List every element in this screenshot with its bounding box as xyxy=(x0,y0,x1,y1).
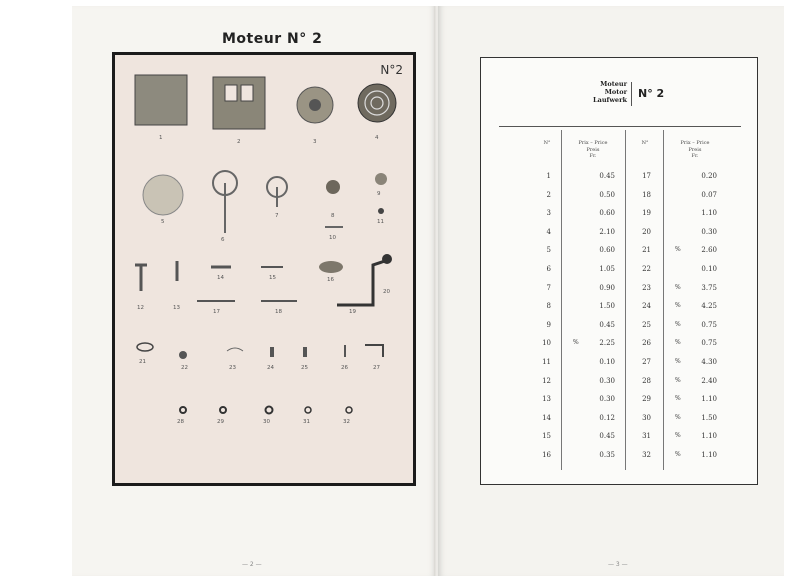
row-number: 18 xyxy=(642,190,651,199)
row-mark: % xyxy=(675,376,681,384)
row-price: 0.30 xyxy=(599,376,615,385)
row-price: 0.75 xyxy=(701,320,717,329)
row-number: 7 xyxy=(546,283,551,292)
part-label: 19 xyxy=(349,309,356,315)
row-price: 2.40 xyxy=(701,376,717,385)
row-number: 28 xyxy=(642,376,651,385)
title-german: Laufwerk xyxy=(593,96,627,104)
row-number: 4 xyxy=(546,227,551,236)
row-price: 0.45 xyxy=(599,172,615,180)
row-price: 0.45 xyxy=(599,432,615,441)
part-22-clip xyxy=(179,351,187,359)
row-number: 15 xyxy=(542,432,551,441)
row-price: 0.30 xyxy=(701,227,717,236)
row-number: 12 xyxy=(542,376,551,385)
parts-photo xyxy=(112,52,416,486)
part-28-washer xyxy=(180,407,186,413)
row-number: 2 xyxy=(546,190,551,199)
part-label: 27 xyxy=(373,365,380,371)
row-number: 3 xyxy=(546,209,551,218)
header-no-left: N° xyxy=(543,140,551,146)
row-mark: % xyxy=(675,283,681,291)
row-price: 0.07 xyxy=(701,190,717,199)
photo-number: N°2 xyxy=(380,63,403,77)
row-number: 23 xyxy=(642,283,651,292)
row-price: 0.10 xyxy=(599,358,615,366)
part-label: 13 xyxy=(173,305,180,311)
row-price: 1.10 xyxy=(701,395,717,404)
part-label: 24 xyxy=(267,365,274,371)
header-price-right: Prix – Price Preis Fr. xyxy=(680,140,710,159)
row-number: 26 xyxy=(642,339,651,348)
part-21-eyelet xyxy=(137,343,153,351)
part-4-spring xyxy=(358,84,396,122)
catalog-spread xyxy=(8,6,792,576)
row-number: 17 xyxy=(642,172,651,180)
page-title: Moteur N° 2 xyxy=(222,31,323,47)
part-label: 21 xyxy=(139,359,146,365)
part-label: 16 xyxy=(327,277,334,283)
row-price: 4.25 xyxy=(701,302,717,311)
row-price: 0.50 xyxy=(599,190,615,199)
row-number: 10 xyxy=(542,339,551,348)
part-label: 18 xyxy=(275,309,282,315)
left-page xyxy=(72,6,436,576)
part-label: 22 xyxy=(181,365,188,371)
part-label: 4 xyxy=(375,135,379,141)
row-price: 0.30 xyxy=(599,395,615,404)
row-number: 31 xyxy=(642,432,651,441)
row-mark: % xyxy=(675,413,681,421)
right-page xyxy=(438,6,784,576)
row-price: 1.10 xyxy=(701,432,717,441)
row-number: 9 xyxy=(546,320,551,329)
part-label: 30 xyxy=(263,419,270,425)
title-number: N° 2 xyxy=(638,87,665,100)
part-30-washer xyxy=(266,407,273,414)
part-16-bracket xyxy=(319,261,343,273)
row-number: 6 xyxy=(546,265,551,273)
row-mark: % xyxy=(675,395,681,403)
header-rule xyxy=(499,126,741,127)
row-price: 2.60 xyxy=(701,246,717,255)
part-label: 11 xyxy=(377,219,384,225)
row-price: 0.35 xyxy=(599,451,615,459)
part-label: 32 xyxy=(343,419,350,425)
row-mark: % xyxy=(675,339,681,347)
title-english: Motor xyxy=(604,88,627,96)
part-label: 14 xyxy=(217,275,224,281)
row-mark: % xyxy=(675,432,681,440)
row-price: 1.05 xyxy=(599,265,615,273)
part-31-washer xyxy=(305,407,311,413)
row-number: 29 xyxy=(642,395,651,404)
row-number: 8 xyxy=(546,302,551,311)
row-price: 3.75 xyxy=(701,283,717,292)
part-label: 8 xyxy=(331,213,335,219)
part-1-plate xyxy=(135,75,187,125)
part-11-pinion xyxy=(378,208,384,214)
part-19-crank xyxy=(337,261,385,305)
table-title xyxy=(581,80,667,110)
row-mark: % xyxy=(675,246,681,254)
part-label: 3 xyxy=(313,139,317,145)
part-label: 31 xyxy=(303,419,310,425)
row-mark: % xyxy=(675,358,681,365)
row-price: 0.20 xyxy=(701,172,717,180)
row-price: 0.60 xyxy=(599,246,615,255)
row-mark: % xyxy=(573,339,579,347)
row-mark: % xyxy=(675,451,681,458)
row-number: 19 xyxy=(642,209,651,218)
part-label: 29 xyxy=(217,419,224,425)
part-label: 9 xyxy=(377,191,381,197)
part-label: 7 xyxy=(275,213,279,219)
row-number: 25 xyxy=(642,320,651,329)
part-label: 5 xyxy=(161,219,165,225)
part-32-washer xyxy=(346,407,352,413)
row-number: 16 xyxy=(542,451,551,459)
row-number: 24 xyxy=(642,302,651,311)
row-number: 22 xyxy=(642,265,651,273)
part-23-spring xyxy=(227,348,243,351)
row-price: 2.10 xyxy=(599,227,615,236)
page-number: — 2 — xyxy=(242,561,262,568)
row-number: 30 xyxy=(642,413,651,422)
part-8-governor xyxy=(326,180,340,194)
row-number: 32 xyxy=(642,451,651,459)
title-separator xyxy=(631,82,632,106)
column-divider xyxy=(625,130,626,470)
row-number: 14 xyxy=(542,413,551,422)
row-number: 11 xyxy=(542,358,551,366)
row-price: 2.25 xyxy=(599,339,615,348)
row-number: 1 xyxy=(546,172,551,180)
column-divider xyxy=(561,130,562,470)
row-price: 1.10 xyxy=(701,209,717,218)
row-price: 0.60 xyxy=(599,209,615,218)
row-number: 20 xyxy=(642,227,651,236)
part-25-pin xyxy=(303,347,307,357)
row-number: 27 xyxy=(642,358,651,366)
row-price: 4.30 xyxy=(701,358,717,366)
row-price: 1.50 xyxy=(599,302,615,311)
part-2-plate xyxy=(213,77,265,129)
row-price: 1.50 xyxy=(701,413,717,422)
column-divider xyxy=(663,130,664,470)
header-no-right: N° xyxy=(641,140,649,146)
row-price: 0.12 xyxy=(599,413,615,422)
row-number: 5 xyxy=(546,246,551,255)
part-27-lever xyxy=(365,345,383,357)
part-label: 23 xyxy=(229,365,236,371)
part-label: 20 xyxy=(383,289,390,295)
row-mark: % xyxy=(675,302,681,310)
part-label: 15 xyxy=(269,275,276,281)
row-price: 0.45 xyxy=(599,320,615,329)
part-label: 2 xyxy=(237,139,241,145)
title-french: Moteur xyxy=(600,80,627,88)
row-price: 1.10 xyxy=(701,451,717,459)
row-price: 0.90 xyxy=(599,283,615,292)
row-mark: % xyxy=(675,320,681,328)
price-table-frame xyxy=(480,57,758,485)
row-price: 0.75 xyxy=(701,339,717,348)
part-label: 17 xyxy=(213,309,220,315)
row-number: 21 xyxy=(642,246,651,255)
part-29-washer xyxy=(220,407,226,413)
part-label: 1 xyxy=(159,135,163,141)
part-9-pinion xyxy=(375,173,387,185)
header-price-left: Prix – Price Preis Fr. xyxy=(578,140,608,159)
part-24-pin xyxy=(270,347,274,357)
row-price: 0.10 xyxy=(701,265,717,273)
part-label: 28 xyxy=(177,419,184,425)
part-label: 6 xyxy=(221,237,225,243)
page-number: — 3 — xyxy=(608,561,628,568)
part-label: 25 xyxy=(301,365,308,371)
part-label: 12 xyxy=(137,305,144,311)
part-label: 10 xyxy=(329,235,336,241)
part-5-gear xyxy=(143,175,183,215)
row-number: 13 xyxy=(542,395,551,404)
part-label: 26 xyxy=(341,365,348,371)
